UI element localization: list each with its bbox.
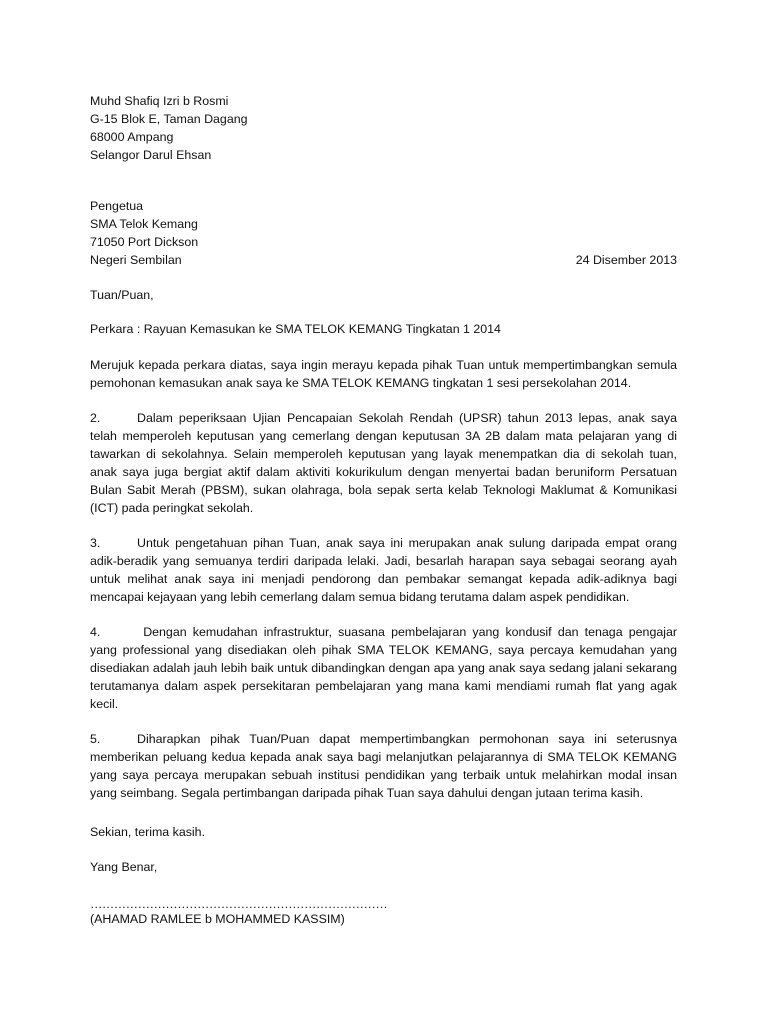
paragraph-text: Dengan kemudahan infrastruktur, suasana pembelajaran yang kondusif dan tenaga pengajar yang professional yang disediakan oleh pihak SMA TELOK KEMANG, saya percaya kemudahan yang disediakan adalah jauh lebih baik untuk dibandingkan dengan apa yang anak saya sedang jalani sekarang terutamanya dalam aspek persekitaran pembelajaran yang mana kami mendiami rumah flat yang agak kecil. <box>90 625 677 711</box>
paragraph-text: Dalam peperiksaan Ujian Pencapaian Sekolah Rendah (UPSR) tahun 2013 lepas, anak saya telah memperoleh keputusan yang cemerlang dengan keputusan 3A 2B dalam mata pelajaran yang di tawarkan di sekolahnya. Selain memperoleh keputusan yang layak menempatkan dia di sekolah tuan, anak saya juga bergiat aktif dalam aktiviti kokurikulum dengan menyertai badan beruniform Persatuan Bulan Sabit Merah (PBSM), sukan olahraga, bola sepak serta kelab Teknologi Maklumat & Komunikasi (ICT) pada peringkat sekolah. <box>90 411 677 515</box>
recipient-school: SMA Telok Kemang <box>90 217 198 231</box>
letter-date: 24 Disember 2013 <box>575 253 677 267</box>
recipient-address-line: Negeri Sembilan <box>90 253 182 267</box>
paragraph <box>90 534 677 606</box>
paragraph <box>90 356 677 392</box>
letter-body <box>90 92 677 928</box>
signature-line: ………………………………………………………………… <box>90 897 388 911</box>
sender-address-line: G-15 Blok E, Taman Dagang <box>90 112 248 126</box>
paragraph <box>90 409 677 517</box>
sender-address-line: 68000 Ampang <box>90 130 174 144</box>
paragraph-number: 2. <box>90 411 101 425</box>
sender-address <box>90 92 677 164</box>
recipient-address-line: 71050 Port Dickson <box>90 235 199 249</box>
paragraph <box>90 730 677 802</box>
recipient-address <box>90 197 198 269</box>
paragraph-number: 3. <box>90 536 101 550</box>
signatory-name: (AHAMAD RAMLEE b MOHAMMED KASSIM) <box>90 912 345 926</box>
closing: Sekian, terima kasih. <box>90 825 206 839</box>
paragraph-number: 4. <box>90 625 101 639</box>
sender-address-line: Selangor Darul Ehsan <box>90 148 212 162</box>
recipient-and-date <box>90 197 677 269</box>
sender-name: Muhd Shafiq Izri b Rosmi <box>90 94 229 108</box>
recipient-title: Pengetua <box>90 199 144 213</box>
paragraph <box>90 623 677 713</box>
greeting: Tuan/Puan, <box>90 288 154 302</box>
paragraph-text: Merujuk kepada perkara diatas, saya ingin merayu kepada pihak Tuan untuk mempertimbangkan semula pemohonan kemasukan anak saya ke SMA TELOK KEMANG tingkatan 1 sesi persekolahan 2014. <box>90 358 677 390</box>
paragraph-text: Untuk pengetahuan pihan Tuan, anak saya ini merupakan anak sulung daripada empat orang adik-beradik yang semuanya terdiri daripada lelaki. Jadi, besarlah harapan saya sebagai seorang ayah untuk melihat anak saya ini menjadi pendorong dan pembakar semangat kepada adik-adiknya bagi mencapai kejayaan yang lebih cemerlang dalam semua bidang terutama dalam aspek pendidikan. <box>90 536 677 604</box>
paragraph-number: 5. <box>90 732 101 746</box>
subject-line: Perkara : Rayuan Kemasukan ke SMA TELOK KEMANG Tingkatan 1 2014 <box>90 322 501 336</box>
sign-off: Yang Benar, <box>90 860 158 874</box>
paragraph-text: Diharapkan pihak Tuan/Puan dapat mempertimbangkan permohonan saya ini seterusnya memberikan peluang kedua kepada anak saya bagi melanjutkan pelajarannya di SMA TELOK KEMANG yang saya percaya merupakan sebuah institusi pendidikan yang terbaik untuk melahirkan modal insan yang seimbang. Segala pertimbangan daripada pihak Tuan saya dahului dengan jutaan terima kasih. <box>90 732 677 800</box>
